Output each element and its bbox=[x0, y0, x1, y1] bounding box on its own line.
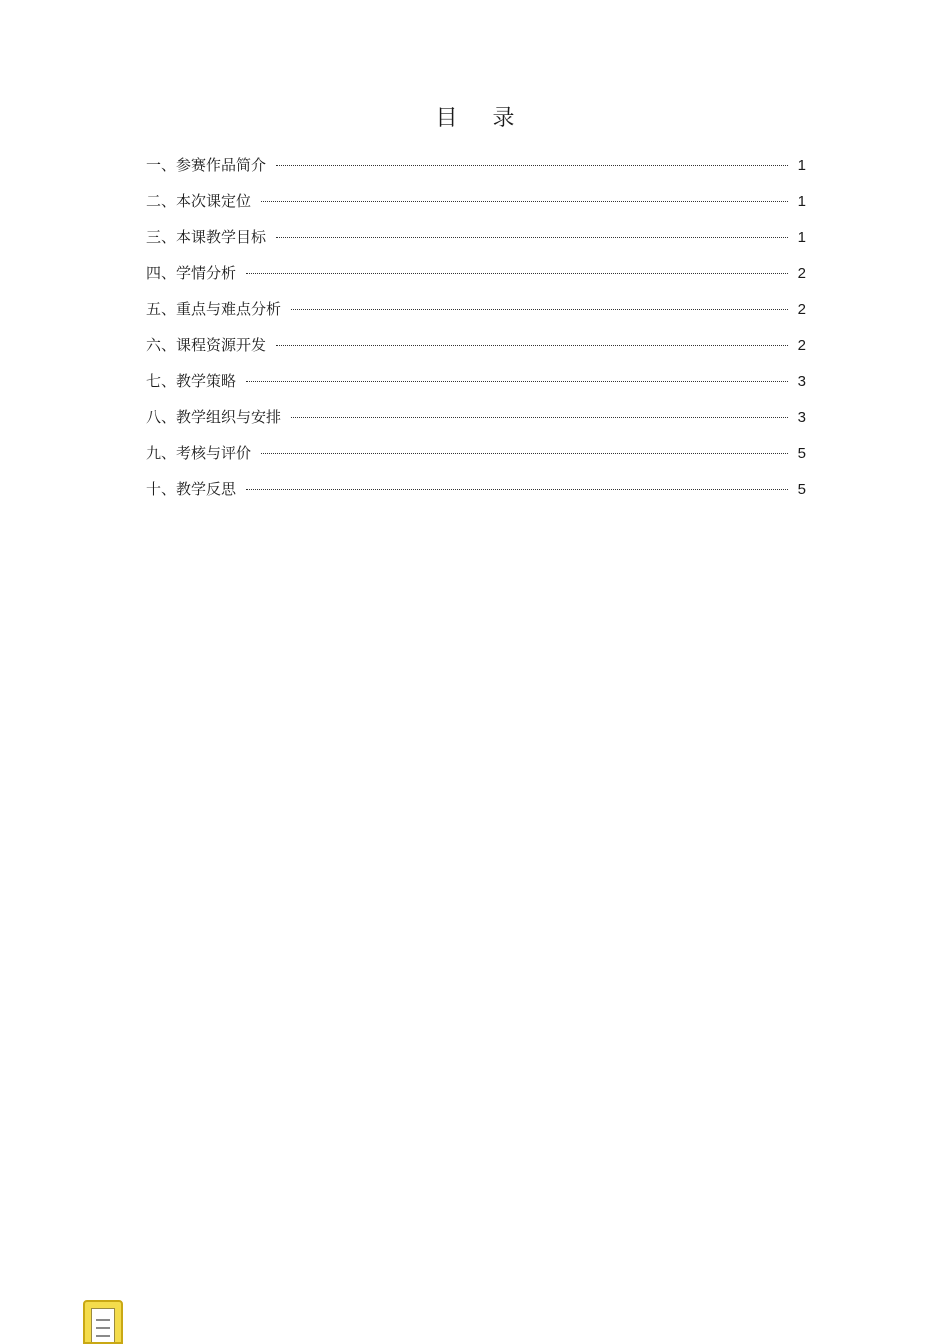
toc-entry-label: 六、课程资源开发 bbox=[146, 336, 267, 354]
toc-entry-label: 五、重点与难点分析 bbox=[146, 300, 282, 318]
toc-entry-page: 5 bbox=[797, 481, 806, 498]
toc-entry[interactable] bbox=[146, 259, 806, 295]
toc-entry[interactable] bbox=[146, 187, 806, 223]
toc-entry-page: 3 bbox=[797, 373, 806, 390]
toc-entry[interactable] bbox=[146, 403, 806, 439]
toc-entry-page: 1 bbox=[797, 193, 806, 210]
toc-entry[interactable] bbox=[146, 367, 806, 403]
toc-dot-leader bbox=[291, 308, 788, 310]
toc-entry[interactable] bbox=[146, 295, 806, 331]
toc-list bbox=[146, 151, 806, 511]
toc-entry-label: 八、教学组织与安排 bbox=[146, 408, 282, 426]
toc-entry-page: 5 bbox=[797, 445, 806, 462]
toc-entry-page: 2 bbox=[797, 301, 806, 318]
toc-entry[interactable] bbox=[146, 151, 806, 187]
toc-entry[interactable] bbox=[146, 223, 806, 259]
document-icon-line bbox=[96, 1335, 110, 1337]
document-icon-line bbox=[96, 1327, 110, 1329]
toc-entry-page: 2 bbox=[797, 265, 806, 282]
toc-dot-leader bbox=[291, 416, 788, 418]
toc-entry[interactable] bbox=[146, 331, 806, 367]
toc-entry-page: 1 bbox=[797, 157, 806, 174]
toc-dot-leader bbox=[261, 452, 788, 454]
toc-entry-label: 四、学情分析 bbox=[146, 264, 237, 282]
toc-entry-label: 一、参赛作品简介 bbox=[146, 156, 267, 174]
document-icon-line bbox=[96, 1319, 110, 1321]
toc-entry-page: 2 bbox=[797, 337, 806, 354]
toc-entry[interactable] bbox=[146, 439, 806, 475]
toc-entry-page: 1 bbox=[797, 229, 806, 246]
document-icon-sheet bbox=[91, 1308, 115, 1342]
toc-dot-leader bbox=[276, 236, 788, 238]
toc-dot-leader bbox=[246, 488, 788, 490]
toc-entry-label: 七、教学策略 bbox=[146, 372, 237, 390]
toc-entry-label: 二、本次课定位 bbox=[146, 192, 252, 210]
toc-title: 目 录 bbox=[435, 106, 529, 131]
toc-dot-leader bbox=[261, 200, 788, 202]
toc-dot-leader bbox=[246, 380, 788, 382]
toc-entry-label: 九、考核与评价 bbox=[146, 444, 252, 462]
toc-dot-leader bbox=[276, 164, 788, 166]
toc-entry-page: 3 bbox=[797, 409, 806, 426]
toc-entry-label: 三、本课教学目标 bbox=[146, 228, 267, 246]
toc-entry-label: 十、教学反思 bbox=[146, 480, 237, 498]
toc-dot-leader bbox=[246, 272, 788, 274]
document-icon[interactable] bbox=[83, 1300, 123, 1344]
toc-dot-leader bbox=[276, 344, 788, 346]
toc-entry[interactable] bbox=[146, 475, 806, 511]
